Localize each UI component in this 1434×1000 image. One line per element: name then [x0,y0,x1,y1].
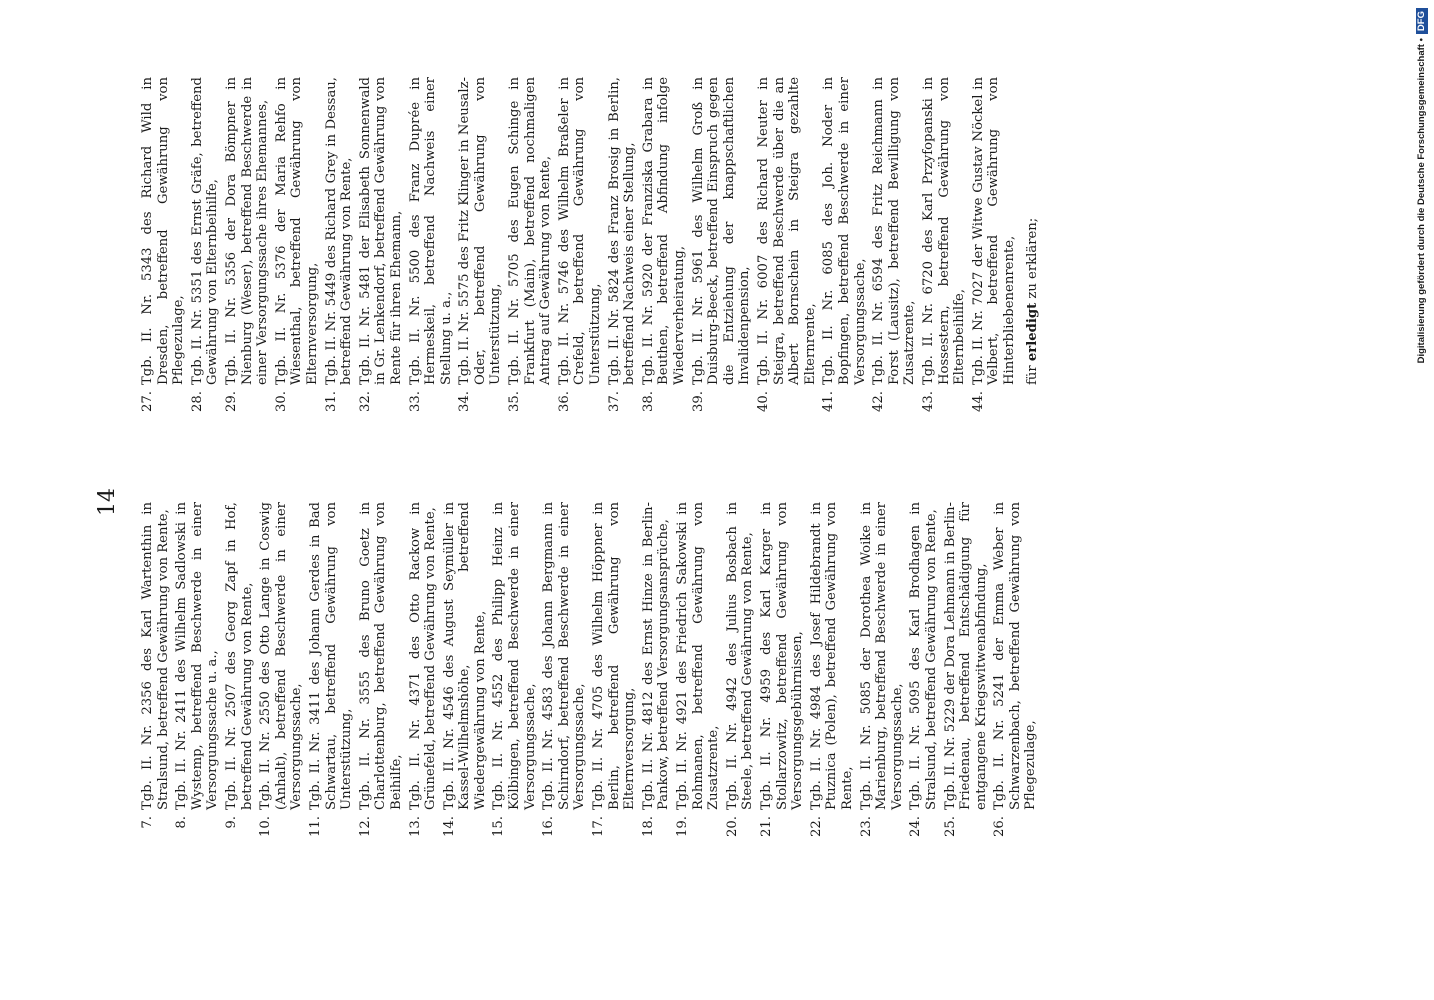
list-item [224,502,255,850]
list-item [725,502,756,850]
entry-text: Tgb. II. Nr. 4812 des Ernst Hinze in Berlin-Pankow, betreffend Versorgungsansprüche, [640,502,672,810]
entry-number: 35. [507,391,523,412]
closing-prefix: für [1025,365,1041,385]
list-item [442,502,489,850]
funding-note-label: Digitalisierung gefördert durch die Deutsche Forschungsgemeinschaft • [1416,38,1427,364]
entry-text: Tgb. II. Nr. 4959 des Karl Karger in Stollarzowitz, betreffend Gewährung von Versorgungsgebührnissen, [758,502,806,810]
entry-number: 9. [223,816,239,829]
entry-number: 36. [556,391,572,412]
entry-number: 28. [189,391,205,412]
entry-text: Tgb. II. Nr. 2507 des Georg Zapf in Hof, betreffend Gewährung von Rente, [223,502,255,810]
list-item [408,77,455,425]
entry-number: 22. [808,816,824,837]
entry-text: Tgb. II. Nr. 4942 des Julius Bosbach in Steele, betreffend Gewährung von Rente, [724,502,756,810]
entry-number: 29. [223,391,239,412]
list-item [859,502,906,850]
entry-number: 39. [690,391,706,412]
list-item [691,77,753,425]
entry-number: 17. [591,816,607,837]
entry-text: Tgb. II. Nr. 5229 der Dora Lehmann in Berlin-Friedenau, betreffend Entschädigung für entgangene Kriegswitwenabfindung, [942,502,989,810]
list-item [756,77,818,425]
list-item [607,77,638,425]
entry-text: Tgb. II. Nr. 4583 des Johann Bergmann in Schirndorf, betreffend Beschwerde in einer Versorgungssache, [541,502,588,810]
list-item [591,502,638,850]
entry-number: 40. [755,391,771,412]
entry-text: Tgb. II. Nr. 2411 des Wilhelm Sadlowski in Wystemp, betreffend Beschwerde in einer Versorgungssache u. a., [174,502,221,810]
entry-text: Tgb. II. Nr. 5356 der Dora Bömpner in Nienburg (Weser), betreffend Beschwerde in einer Versorgungssache ihres Ehemannes, [223,77,271,385]
entry-number: 14. [441,816,457,837]
entry-text: Tgb. II. Nr. 5376 der Maria Rehfo in Wiesenthal, betreffend Gewährung von Elternversorgung, [273,77,320,385]
entry-text: Tgb. II. Nr. 5351 des Ernst Gräfe, betreffend Gewährung von Elternbeihilfe, [189,77,221,385]
list-item [358,502,405,850]
entry-text: Tgb. II. Nr. 2550 des Otto Lange in Coswig (Anhalt), betreffend Beschwerde in einer Versorgungssache, [258,502,305,810]
list-item [174,502,221,850]
right-column [140,77,1040,425]
entry-number: 23. [858,816,874,837]
entry-text: Tgb. II. Nr. 4552 des Philipp Heinz in Kölbingen, betreffend Beschwerde in einer Versorgungssache, [491,502,538,810]
entry-text: Tgb. II. Nr. 5241 der Emma Weber in Schwarzenbach, betreffend Gewährung von Pflegezulage, [992,502,1039,810]
list-item [943,502,990,850]
entry-number: 21. [758,816,774,837]
list-item [821,77,868,425]
entry-text: Tgb. II. Nr. 5575 des Fritz Klinger in Neusalz-Oder, betreffend Gewährung von Unterstützung, [457,77,504,385]
page-number: 14 [95,488,120,516]
entry-number: 20. [724,816,740,837]
funding-note [1410,0,1434,1000]
entry-text: Tgb. II. Nr. 5500 des Franz Duprée in Hermeskeil, betreffend Nachweis einer Stellung u. a., [407,77,454,385]
list-item [408,502,439,850]
entry-number: 26. [992,816,1008,837]
entry-number: 38. [640,391,656,412]
list-item [871,77,918,425]
entry-text: Tgb. II. Nr. 2356 des Karl Wartenthin in Stralsund, betreffend Gewährung von Rente, [140,502,171,810]
entry-number: 33. [407,391,423,412]
entry-text: Tgb. II. Nr. 4371 des Otto Rackow in Grünefeld, betreffend Gewährung von Rente, [407,502,439,810]
entry-number: 32. [357,391,373,412]
list-item [992,502,1039,850]
entry-number: 34. [457,391,473,412]
list-item [224,77,271,425]
entry-text: Tgb. II. Nr. 5824 des Franz Brosig in Berlin, betreffend Nachweis einer Stellung, [606,77,638,385]
funding-note-text [1410,0,1434,1000]
list-item [457,77,504,425]
list-item [541,502,588,850]
list-item [675,502,722,850]
list-item [921,77,968,425]
entry-number: 18. [640,816,656,837]
entry-text: Tgb. II. Nr. 4546 des August Seymüller in Kassel-Wilhelmshöhe, betreffend Wiedergewährung von Rente, [441,502,488,810]
closing-suffix: zu erklären; [1025,217,1041,299]
entry-number: 41. [821,391,837,412]
entry-text: Tgb. II. Nr. 5961 des Wilhelm Groß in Duisburg-Beeck, betreffend Einspruch gegen die Entziehung der knappschaftlichen Invalidenpension, [690,77,753,385]
entry-text: Tgb. II. Nr. 5746 des Wilhelm Braßeler in Crefeld, betreffend Gewährung von Unterstützung, [556,77,604,385]
list-item [908,502,939,850]
entry-text: Tgb. II. Nr. 4984 des Josef Hildebrandt in Ptuznica (Polen), betreffend Gewährung von Rente, [808,502,855,810]
entry-number: 24. [908,816,924,837]
entry-text: Tgb. II. Nr. 6720 des Karl Przyfopanski in Hossestern, betreffend Gewährung von Elternbeihilfe, [920,77,968,385]
list-item [641,77,688,425]
list-item [190,77,221,425]
entry-number: 27. [140,391,155,412]
list-item [809,502,856,850]
entry-number: 31. [323,391,339,412]
left-column [140,502,1042,850]
entry-number: 7. [140,816,155,829]
list-item [358,77,405,425]
entry-number: 12. [357,816,373,837]
entry-number: 10. [258,816,274,837]
entry-number: 15. [491,816,507,837]
entry-text: Tgb. II. Nr. 5343 des Richard Wild in Dresden, betreffend Gewährung von Pflegezulage, [140,77,187,385]
list-item [308,502,355,850]
entry-number: 11. [307,816,323,837]
entry-text: Tgb. II. Nr. 5481 der Elisabeth Sonnenwald in Gr. Lenkendorf, betreffend Gewährung von Rente für ihren Ehemann, [357,77,404,385]
list-item [274,77,321,425]
entry-number: 25. [942,816,958,837]
list-item [324,77,355,425]
entry-text: Tgb. II. Nr. 6594 des Fritz Reichmann in Forst (Lausitz), betreffend Bewilligung von Zusatzrente, [871,77,918,385]
entry-text: Tgb. II. Nr. 3555 des Bruno Goetz in Charlottenburg, betreffend Gewährung von Beihilfe, [357,502,404,810]
list-item [641,502,672,850]
entry-number: 8. [174,816,190,829]
entry-number: 43. [920,391,936,412]
entry-text: Tgb. II. Nr. 4705 des Wilhelm Höppner in Berlin, betreffend Gewährung von Elternversorgung, [591,502,638,810]
entry-number: 37. [606,391,622,412]
list-item [557,77,604,425]
list-item [140,502,171,850]
entry-number: 13. [407,816,423,837]
entry-number: 19. [675,816,690,837]
entry-number: 16. [541,816,557,837]
entry-text: Tgb. II. Nr. 4921 des Friedrich Sakowski in Rohmanen, betreffend Gewährung von Zusatzrente, [675,502,722,810]
entry-text: Tgb. II. Nr. 5085 der Dorothea Woike in Marienburg, betreffend Beschwerde in einer Versorgungssache, [858,502,905,810]
list-item [759,502,806,850]
dfg-logo: DFG [1416,8,1428,34]
list-item [491,502,538,850]
list-item [140,77,187,425]
entry-text: Tgb. II. Nr. 6085 des Joh. Noder in Bopfingen, betreffend Beschwerde in einer Versorgungssache, [821,77,868,385]
entry-text: Tgb. II. Nr. 5920 der Franziska Grabara in Beuthen, betreffend Abfindung infolge Wiederverheiratung, [640,77,687,385]
entry-text: Tgb. II. Nr. 5095 des Karl Brodhagen in Stralsund, betreffend Gewährung von Rente, [908,502,939,810]
entry-text: Tgb. II. Nr. 6007 des Richard Neuter in Steigra, betreffend Beschwerde über die an Albert Bornschein in Steigra gezahlte Elternrente, [755,77,818,385]
closing-line [1025,77,1040,425]
list-item [507,77,554,425]
list-item [971,77,1018,425]
entry-text: Tgb. II. Nr. 3411 des Johann Gerdes in Bad Schwartau, betreffend Gewährung von Unterstützung, [307,502,355,810]
entry-number: 30. [273,391,289,412]
entry-text: Tgb. II. Nr. 5449 des Richard Grey in Dessau, betreffend Gewährung von Rente, [323,77,355,385]
entry-text: Tgb. II. Nr. 7027 der Witwe Gustav Nöckel in Velbert, betreffend Gewährung von Hinterbliebenenrente, [970,77,1017,385]
entry-number: 44. [970,391,986,412]
entry-text: Tgb. II. Nr. 5705 des Eugen Schinge in Frankfurt (Main), betreffend nochmaligen Antrag auf Gewährung von Rente, [507,77,554,385]
list-item [258,502,305,850]
closing-bold: erledigt [1025,302,1041,362]
entry-number: 42. [871,391,887,412]
